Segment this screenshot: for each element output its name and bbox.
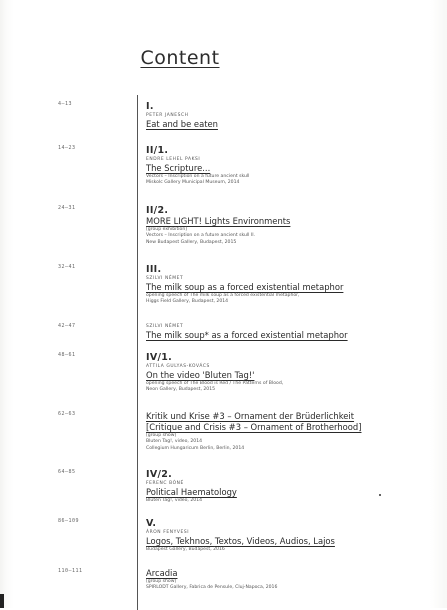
section-number: II/1. [146, 145, 169, 156]
entry-note: Collegium Hungaricum Berlin, Berlin, 2014 [146, 445, 245, 451]
entry-note: [group exhibition] [146, 227, 188, 232]
entry-note: Vectors – Inscription on a future ancient skull [146, 174, 250, 179]
entry-note: [group show] [146, 579, 177, 584]
entry-title[interactable]: Political Haematology [146, 487, 237, 497]
entry-note: Budapest Gallery, Budapest, 2016 [146, 547, 225, 552]
entry-note: Bluten Tag!, video, 2014 [146, 439, 203, 445]
entry-note: New Budapest Gallery, Budapest, 2015 [146, 239, 237, 245]
author: ENDRE LEHEL PAKSI [146, 157, 201, 162]
entry-note: Higgs Field Gallery, Budapest, 2014 [146, 299, 229, 305]
entry-title[interactable]: The milk soup* as a forced existential metaphor [146, 330, 348, 340]
section-number: I. [146, 101, 154, 112]
entry-note: opening speech of The milk soup as a forced existential metaphor, [146, 293, 300, 298]
section-number: II/2. [146, 205, 169, 216]
page-title: Content [140, 47, 220, 69]
entry-title[interactable]: Kritik und Krise #3 – Ornament der Brüderlichkeit [146, 411, 355, 421]
page-range: 62–63 [58, 411, 76, 417]
entry-note: Miskolc Gallery Municipal Museum, 2014 [146, 180, 240, 186]
author: ÁRON FENYVESI [146, 530, 190, 535]
page-range: 110–111 [58, 568, 83, 574]
entry-title[interactable]: Logos, Tekhnos, Textos, Videos, Audios, Lajos [146, 536, 335, 546]
page-range: 64–85 [58, 469, 76, 475]
entry-note: Bluten Tag!, video, 2014 [146, 498, 203, 503]
section-number: IV/2. [146, 469, 173, 480]
entry-note: [group show] [146, 433, 177, 438]
entry-title[interactable]: MORE LIGHT! Lights Environments [146, 216, 291, 226]
page-range: 4–13 [58, 101, 73, 107]
entry-title[interactable]: The milk soup as a forced existential metaphor [146, 282, 344, 292]
entry-title[interactable]: Arcadia [146, 568, 178, 578]
author: SZILVI NÉMET [146, 324, 184, 329]
author: ATTILA GULYAS-KOVÁCS [146, 364, 210, 369]
author: SZILVI NÉMET [146, 276, 184, 281]
section-number: IV/1. [146, 352, 173, 363]
vertical-divider [137, 95, 138, 610]
author: FERENC BÓNÉ [146, 481, 184, 486]
page-range: 86–109 [58, 518, 80, 524]
page-range: 32–41 [58, 264, 76, 270]
entry-title[interactable]: On the video 'Bluten Tag!' [146, 370, 255, 380]
page-range: 48–61 [58, 352, 76, 358]
page-range: 42–47 [58, 323, 76, 329]
author: PETER JANESCH [146, 113, 189, 118]
section-number: III. [146, 264, 162, 275]
entry-note: SPIRLODT Gallery, Fabrica de Pensule, Cluj-Napoca, 2016 [146, 585, 278, 591]
page-range: 14–23 [58, 145, 76, 151]
entry-note: Neon Gallery, Budapest, 2015 [146, 387, 216, 393]
entry-title[interactable]: The Scripture... [146, 163, 211, 173]
entry-note: opening speech of The Blood is Red / The Patterns of Blood, [146, 381, 284, 386]
entry-note: Vectors – Inscription on a future ancient skull II. [146, 233, 256, 239]
page-range: 24–31 [58, 205, 76, 211]
entry-title-translation[interactable]: [Critique and Crisis #3 – Ornament of Brotherhood] [146, 422, 362, 432]
entry-title[interactable]: Eat and be eaten [146, 119, 218, 129]
section-number: V. [146, 518, 157, 529]
page-speck [379, 494, 381, 496]
page-corner-mark [0, 594, 4, 608]
